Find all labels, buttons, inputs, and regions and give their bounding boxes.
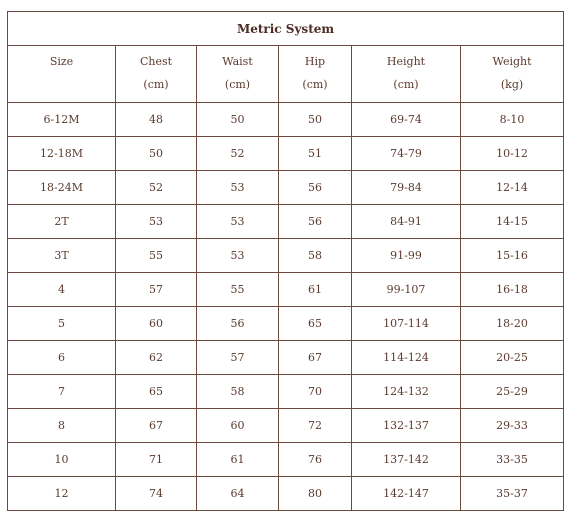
cell-size: 12: [8, 477, 116, 511]
cell-height: 124-132: [352, 375, 461, 409]
table-row: [8, 375, 564, 409]
cell-chest: 53: [116, 205, 197, 239]
cell-size: 10: [8, 443, 116, 477]
cell-waist: 56: [197, 307, 279, 341]
cell-weight: 35-37: [461, 477, 564, 511]
cell-size: 4: [8, 273, 116, 307]
table-row: [8, 103, 564, 137]
table-row: [8, 273, 564, 307]
cell-hip: 50: [279, 103, 352, 137]
cell-chest: 62: [116, 341, 197, 375]
cell-chest: 60: [116, 307, 197, 341]
header-size-label: Size: [49, 55, 74, 68]
cell-hip: 65: [279, 307, 352, 341]
cell-height: 79-84: [352, 171, 461, 205]
table-title: Metric System: [8, 12, 564, 46]
cell-height: 107-114: [352, 307, 461, 341]
cell-chest: 74: [116, 477, 197, 511]
cell-chest: 67: [116, 409, 197, 443]
cell-size: 3T: [8, 239, 116, 273]
cell-waist: 58: [197, 375, 279, 409]
cell-height: 91-99: [352, 239, 461, 273]
cell-height: 74-79: [352, 137, 461, 171]
table-row: [8, 205, 564, 239]
cell-weight: 8-10: [461, 103, 564, 137]
table-row: [8, 443, 564, 477]
header-height-label: Height: [386, 55, 426, 68]
cell-size: 6: [8, 341, 116, 375]
header-waist: [197, 46, 279, 103]
cell-size: 2T: [8, 205, 116, 239]
cell-chest: 48: [116, 103, 197, 137]
cell-waist: 52: [197, 137, 279, 171]
cell-waist: 53: [197, 205, 279, 239]
cell-chest: 65: [116, 375, 197, 409]
cell-weight: 20-25: [461, 341, 564, 375]
cell-waist: 61: [197, 443, 279, 477]
cell-hip: 56: [279, 205, 352, 239]
table-row: [8, 307, 564, 341]
cell-chest: 57: [116, 273, 197, 307]
cell-weight: 25-29: [461, 375, 564, 409]
header-weight-label: Weight: [492, 55, 532, 68]
cell-hip: 67: [279, 341, 352, 375]
cell-hip: 58: [279, 239, 352, 273]
cell-height: 137-142: [352, 443, 461, 477]
cell-height: 114-124: [352, 341, 461, 375]
cell-height: 99-107: [352, 273, 461, 307]
header-chest-unit: (cm): [143, 78, 169, 91]
cell-chest: 71: [116, 443, 197, 477]
header-waist-label: Waist: [222, 55, 253, 68]
cell-size: 7: [8, 375, 116, 409]
cell-chest: 52: [116, 171, 197, 205]
header-hip-unit: (cm): [302, 78, 328, 91]
cell-hip: 76: [279, 443, 352, 477]
header-weight-unit: (kg): [500, 78, 524, 91]
cell-waist: 60: [197, 409, 279, 443]
cell-waist: 53: [197, 171, 279, 205]
table-row: [8, 477, 564, 511]
cell-waist: 50: [197, 103, 279, 137]
cell-size: 12-18M: [8, 137, 116, 171]
cell-weight: 14-15: [461, 205, 564, 239]
cell-chest: 50: [116, 137, 197, 171]
table-row: [8, 137, 564, 171]
cell-chest: 55: [116, 239, 197, 273]
table-row: [8, 171, 564, 205]
cell-height: 132-137: [352, 409, 461, 443]
cell-height: 69-74: [352, 103, 461, 137]
cell-weight: 10-12: [461, 137, 564, 171]
cell-hip: 51: [279, 137, 352, 171]
cell-size: 5: [8, 307, 116, 341]
title-row: [8, 12, 564, 46]
size-chart-table: [7, 11, 564, 511]
cell-weight: 16-18: [461, 273, 564, 307]
header-chest: [116, 46, 197, 103]
cell-weight: 12-14: [461, 171, 564, 205]
cell-waist: 57: [197, 341, 279, 375]
header-size: [8, 46, 116, 103]
cell-hip: 80: [279, 477, 352, 511]
table-row: [8, 409, 564, 443]
cell-size: 6-12M: [8, 103, 116, 137]
cell-weight: 18-20: [461, 307, 564, 341]
cell-waist: 53: [197, 239, 279, 273]
header-hip: [279, 46, 352, 103]
cell-weight: 33-35: [461, 443, 564, 477]
header-height-unit: (cm): [393, 78, 419, 91]
header-row: [8, 46, 564, 103]
cell-size: 8: [8, 409, 116, 443]
header-weight: [461, 46, 564, 103]
header-hip-label: Hip: [304, 55, 326, 68]
header-waist-unit: (cm): [224, 78, 251, 91]
header-height: [352, 46, 461, 103]
cell-hip: 56: [279, 171, 352, 205]
table-row: [8, 239, 564, 273]
cell-weight: 29-33: [461, 409, 564, 443]
cell-hip: 61: [279, 273, 352, 307]
cell-waist: 55: [197, 273, 279, 307]
cell-waist: 64: [197, 477, 279, 511]
cell-hip: 70: [279, 375, 352, 409]
header-chest-label: Chest: [139, 55, 173, 68]
cell-height: 84-91: [352, 205, 461, 239]
cell-hip: 72: [279, 409, 352, 443]
cell-size: 18-24M: [8, 171, 116, 205]
table-body: [8, 103, 564, 511]
table-row: [8, 341, 564, 375]
cell-height: 142-147: [352, 477, 461, 511]
cell-weight: 15-16: [461, 239, 564, 273]
